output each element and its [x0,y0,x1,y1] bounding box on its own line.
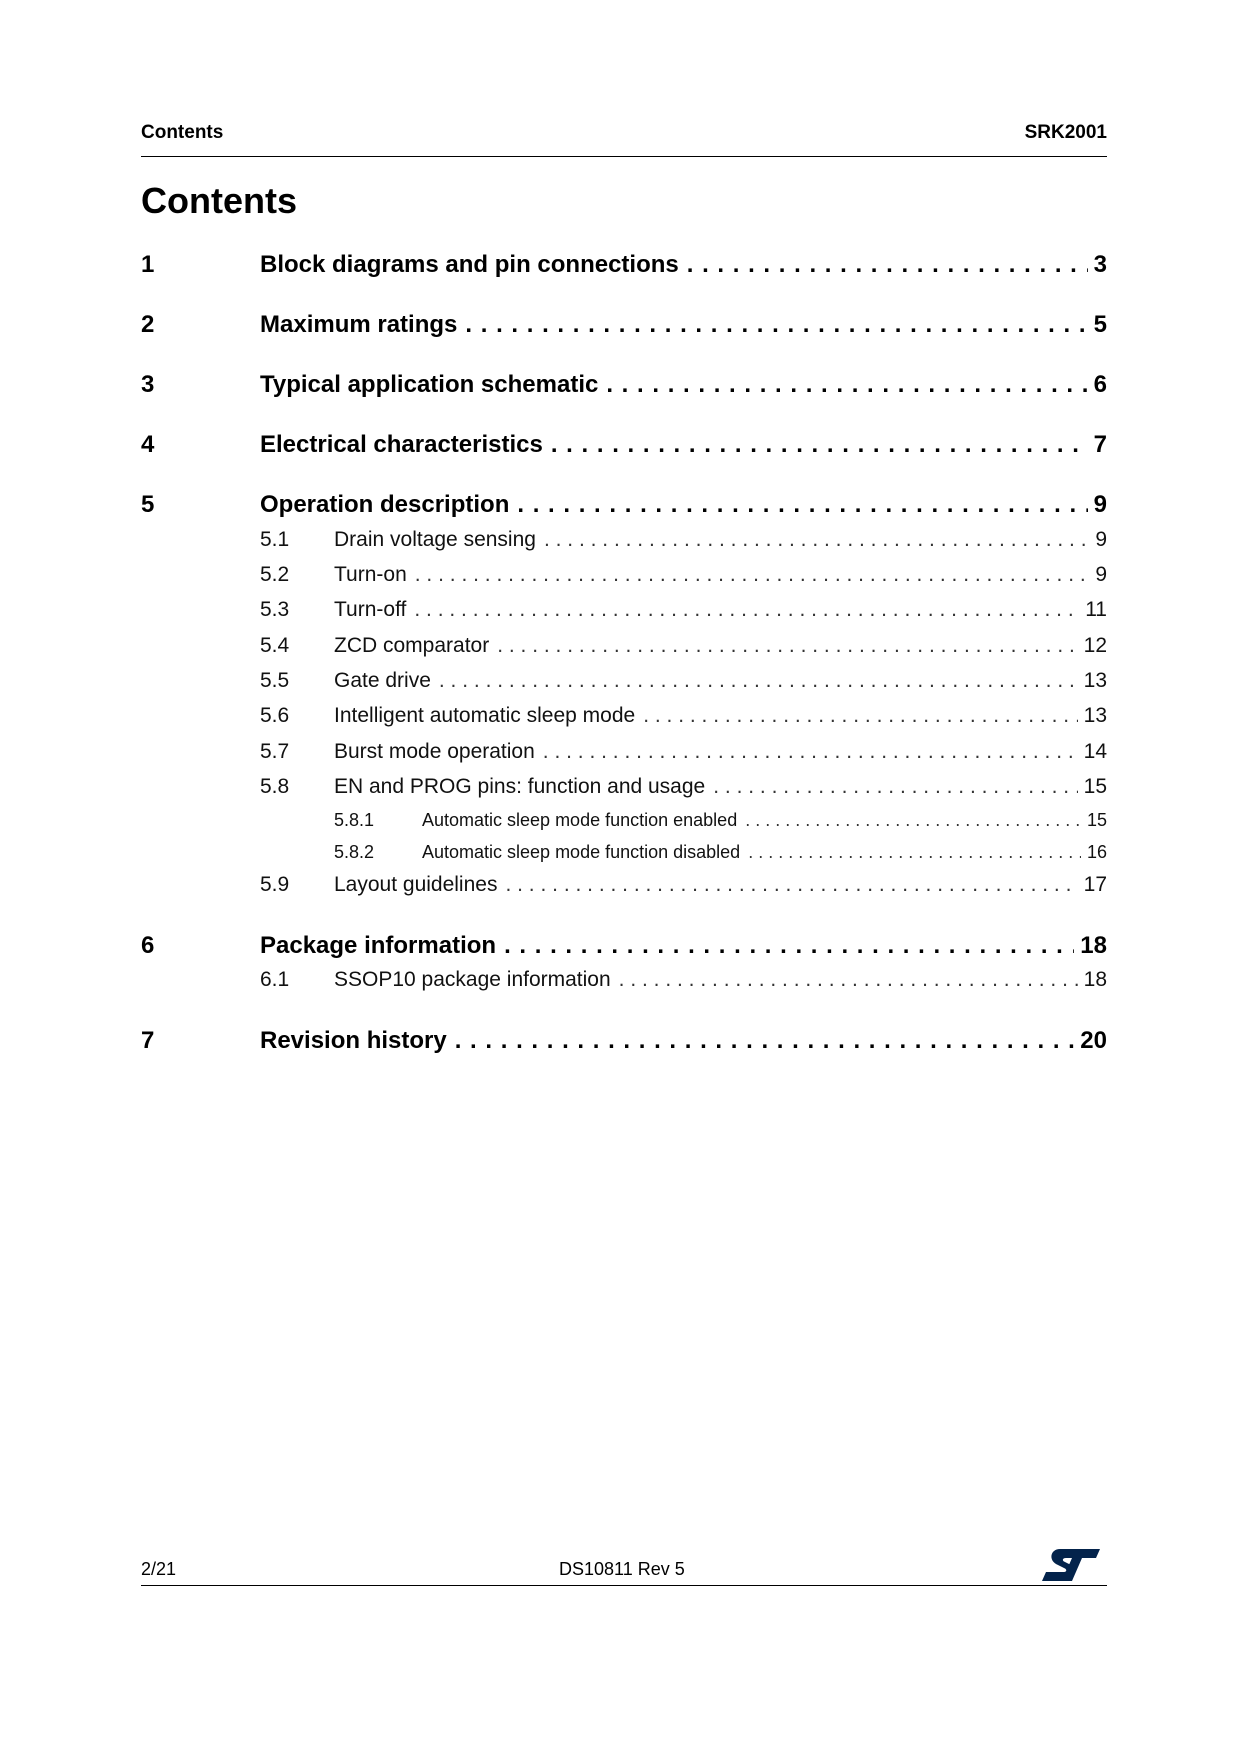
toc-dot-leader [439,669,1078,693]
toc-entry-page: 3 [1093,251,1107,278]
toc-entry-title[interactable]: Package information [260,932,497,959]
toc-entry-title[interactable]: EN and PROG pins: function and usage [334,775,706,798]
toc-entry-page: 5 [1093,311,1107,338]
toc-dot-leader [745,810,1081,831]
page-title: Contents [141,180,297,221]
toc-entry-title[interactable]: Burst mode operation [334,740,535,763]
header-section-label: Contents [141,122,224,143]
toc-entry-title[interactable]: SSOP10 package information [334,968,611,991]
toc-entry-number: 5.9 [260,873,290,896]
toc-entry-5-4[interactable] [141,634,1107,658]
toc-entry-5-3[interactable] [141,598,1107,622]
toc-entry-title[interactable]: Electrical characteristics [260,431,543,458]
toc-entry-title[interactable]: Gate drive [334,669,431,692]
toc-entry-number: 2 [141,311,155,338]
toc-entry-5-8[interactable] [141,775,1107,799]
toc-entry-title[interactable]: Operation description [260,491,510,518]
toc-entry-number: 5.8.1 [334,810,375,830]
toc-entry-number: 6 [141,932,155,959]
toc-entry-title[interactable]: Turn-on [334,563,407,586]
toc-entry-page: 16 [1086,842,1107,862]
toc-dot-leader [414,598,1079,622]
toc-entry-page: 18 [1080,932,1107,959]
toc-entry-title[interactable]: Automatic sleep mode function enabled [422,810,738,830]
toc-entry-page: 6 [1093,371,1107,398]
toc-entry-number: 6.1 [260,968,290,991]
toc-entry-5-8-1[interactable] [141,810,1107,831]
toc-entry-5-5[interactable] [141,669,1107,693]
toc-entry-title[interactable]: Turn-off [334,598,407,621]
toc-entry-number: 1 [141,251,155,278]
toc-entry-number: 5.8.2 [334,842,375,862]
toc-entry-page: 20 [1080,1027,1107,1054]
toc-entry-5-7[interactable] [141,740,1107,764]
toc-dot-leader [713,775,1077,799]
toc-dot-leader [551,431,1088,459]
toc-dot-leader [455,1027,1075,1055]
toc-entry-page: 18 [1083,968,1107,991]
toc-dot-leader [543,740,1078,764]
toc-dot-leader [497,634,1077,658]
toc-dot-leader [606,371,1087,399]
toc-entry-5-9[interactable] [141,873,1107,897]
toc-entry-title[interactable]: Drain voltage sensing [334,528,536,551]
toc-entry-page: 17 [1083,873,1107,896]
toc-dot-leader [687,251,1088,279]
toc-entry-number: 5.7 [260,740,290,763]
toc-dot-leader [544,528,1089,552]
toc-entry-title[interactable]: Layout guidelines [334,873,498,896]
toc-entry-1[interactable] [141,251,1107,279]
footer-document-id: DS10811 Rev 5 [559,1559,685,1579]
toc-dot-leader [748,842,1081,863]
toc-entry-5-2[interactable] [141,563,1107,587]
toc-entry-page: 15 [1086,810,1107,830]
toc-entry-title[interactable]: Typical application schematic [260,371,599,398]
toc-entry-number: 5 [141,491,155,518]
toc-entry-number: 4 [141,431,155,458]
toc-entry-page: 15 [1083,775,1107,798]
toc-entry-title[interactable]: ZCD comparator [334,634,490,657]
toc-entry-number: 5.5 [260,669,290,692]
toc-entry-number: 5.2 [260,563,290,586]
toc-entry-5-6[interactable] [141,704,1107,728]
header-product-label: SRK2001 [1024,122,1107,143]
toc-dot-leader [504,932,1074,960]
page-footer [141,1555,1107,1586]
toc-entry-page: 13 [1083,704,1107,727]
toc-entry-title[interactable]: Block diagrams and pin connections [260,251,679,278]
toc-entry-page: 13 [1083,669,1107,692]
st-logo-icon [1040,1547,1102,1583]
toc-dot-leader [517,491,1087,519]
toc-entry-6-1[interactable] [141,968,1107,992]
toc-entry-title[interactable]: Revision history [260,1027,447,1054]
toc-entry-4[interactable] [141,431,1107,459]
toc-entry-title[interactable]: Intelligent automatic sleep mode [334,704,636,727]
toc-dot-leader [643,704,1077,728]
toc-entry-number: 5.1 [260,528,290,551]
page-header [141,120,1107,157]
toc-entry-3[interactable] [141,371,1107,399]
toc-entry-title[interactable]: Automatic sleep mode function disabled [422,842,741,862]
toc-dot-leader [465,311,1087,339]
toc-entry-page: 7 [1093,431,1107,458]
toc-entry-page: 9 [1095,563,1107,586]
toc-entry-5-8-2[interactable] [141,842,1107,863]
toc-entry-number: 5.4 [260,634,290,657]
toc-entry-2[interactable] [141,311,1107,339]
toc-dot-leader [415,563,1090,587]
footer-page-number: 2/21 [141,1559,177,1579]
toc-entry-number: 7 [141,1027,155,1054]
toc-entry-7[interactable] [141,1027,1107,1055]
toc-dot-leader [619,968,1078,992]
toc-entry-6[interactable] [141,932,1107,960]
toc-entry-page: 11 [1085,598,1107,621]
toc-entry-number: 5.6 [260,704,290,727]
toc-entry-page: 9 [1093,491,1107,518]
toc-entry-5-1[interactable] [141,528,1107,552]
toc-entry-number: 5.8 [260,775,290,798]
toc-entry-number: 3 [141,371,155,398]
toc-entry-number: 5.3 [260,598,290,621]
toc-dot-leader [505,873,1077,897]
toc-entry-5[interactable] [141,491,1107,519]
toc-entry-page: 12 [1083,634,1107,657]
toc-entry-title[interactable]: Maximum ratings [260,311,458,338]
toc-entry-page: 14 [1083,740,1107,763]
toc-entry-page: 9 [1095,528,1107,551]
